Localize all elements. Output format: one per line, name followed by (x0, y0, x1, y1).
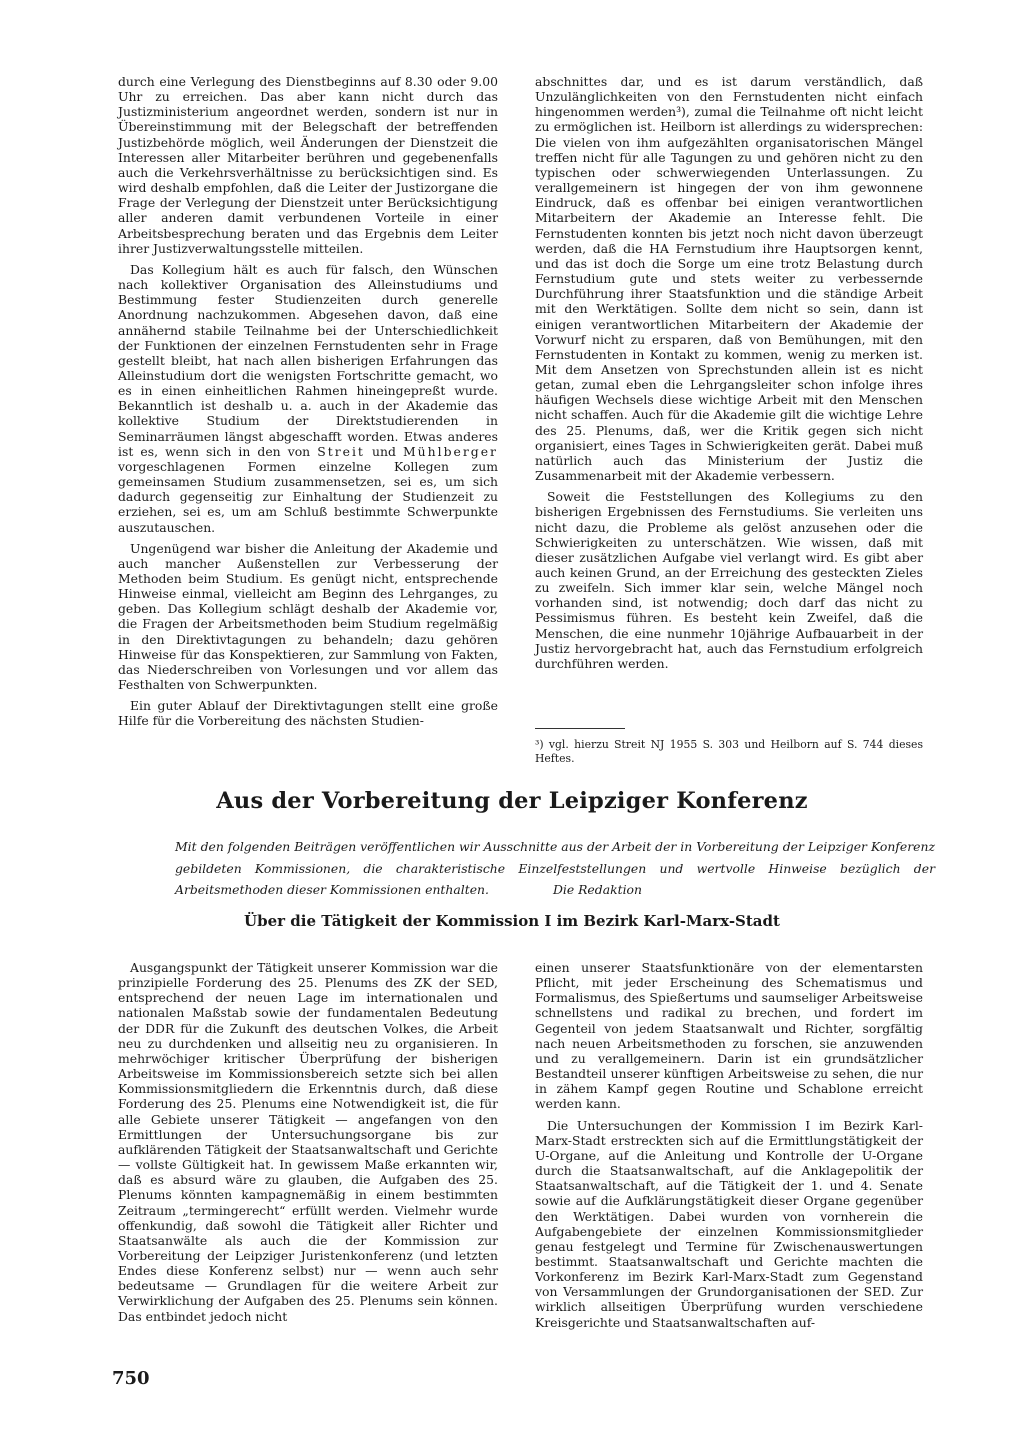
paragraph: Ungenügend war bisher die Anleitung der Akademie und auch mancher Außenstellen zur Verbesserung der Methoden beim Studium. Es genügt nicht, entsprechende Hinweise einmal, vielleicht am Beginn des Lehrganges, zu geben. Das Kollegium schlägt deshalb der Akademie vor, die Fragen der Arbeitsmethoden beim Studium regelmäßig in den Direktivtagungen zu behandeln; dazu gehören Hinweise für das Konspektieren, zur Sammlung von Fakten, das Niederschreiben von Vorlesungen und vor allem das Festhalten von Schwerpunkten. (118, 540, 498, 693)
intro-text: Mit den folgenden Beiträgen veröffentlichen wir Ausschnitte aus der Arbeit der in Vorbereitung der Leipziger Konferenz gebildeten Kommissionen, die charakteristische Einzelfeststellungen und wertvolle Hinweise bezüglich der Arbeitsmethoden dieser Kommissionen enthalten. (175, 839, 935, 897)
text-run: Das Kollegium hält es auch für falsch, den Wünschen nach kollektiver Organisation des Alleinstudiums und Bestimmung fester Studienzeiten durch generelle Anordnung nachzukommen. Abgesehen davon, daß eine annähernd stabile Teilnahme bei der Unterschiedlichkeit der Funktionen der einzelnen Fernstudenten sehr in Frage gestellt bleibt, hat nach allen bisherigen Erfahrungen das Alleinstudium dort die wenigsten Fortschritte gemacht, wo es in einen einheitlichen Rahmen hineingepreßt wurde. Bekanntlich ist deshalb u. a. auch in der Akademie das kollektive Studium der Direktstudierenden in Seminarräumen längst abgeschafft worden. Etwas anderes ist es, wenn sich in den von (118, 261, 498, 459)
footnote-divider (535, 728, 625, 729)
text-run: und (371, 443, 396, 459)
bottom-left-column (118, 960, 498, 1324)
editorial-intro (175, 836, 935, 901)
paragraph: abschnittes dar, und es ist darum verständlich, daß Unzulänglichkeiten von den Fernstudenten nicht einfach hingenommen werden³), zumal die Teilnahme oft nicht leicht zu ermöglichen ist. Heilborn ist allerdings zu widersprechen: Die vielen von ihm aufgezählten organisatorischen Mängel treffen nicht für alle Tagungen zu und gehören nicht zu den typischen oder schwerwiegenden Unterlassungen. Zu verallgemeinern ist hingegen der von ihm gewonnene Eindruck, daß es offenbar bei einigen verantwortlichen Mitarbeitern der Akademie an Interesse fehlt. Die Fernstudenten konnten bis jetzt noch nicht davon überzeugt werden, daß die HA Fernstudium ihre Hauptsorgen kennt, und das ist doch die Sorge um eine trotz Belastung durch Fernstudium gute und stets weiter zu verbessernde Durchführung ihrer Staatsfunktion und die ständige Arbeit mit den Werktätigen. Sollte dem nicht so sein, dann ist einigen verantwortlichen Mitarbeitern der Akademie der Vorwurf nicht zu ersparen, daß von Bemühungen, mit den Fernstudenten in Kontakt zu kommen, wenig zu merken ist. Mit dem Ansetzen von Sprechstunden allein ist es nicht getan, zumal eben die Lehrgangsleiter schon infolge ihres häufigen Wechsels diese wichtige Arbeit mit den Menschen nicht schaffen. Auch für die Akademie gilt die wichtige Lehre des 25. Plenums, daß, wer die Kritik gegen sich nicht organisiert, eines Tages in Schwierigkeiten gerät. Dabei muß natürlich auch das Ministerium der Justiz die Zusammenarbeit mit der Akademie verbessern. (535, 74, 923, 484)
section-title: Aus der Vorbereitung der Leipziger Konferenz (216, 788, 808, 814)
top-left-column (118, 74, 498, 729)
paragraph: Ein guter Ablauf der Direktivtagungen stellt eine große Hilfe für die Vorbereitung des nächsten Studien- (118, 698, 498, 729)
top-right-column (535, 74, 923, 671)
author-name: Mühlberger (402, 443, 498, 459)
text-run: vorgeschlagenen Formen einzelne Kollegen zum gemeinsamen Studium zusammensetzen, sei es, um sich dadurch gegenseitig zur Einhaltung der Studienzeit zu erziehen, sei es, um am Schluß bestimmte Schwerpunkte auszutauschen. (118, 458, 498, 535)
paragraph: Die Untersuchungen der Kommission I im Bezirk Karl-Marx-Stadt erstreckten sich auf die Ermittlungstätigkeit der U-Organe, auf die Anleitung und Kontrolle der U-Organe durch die Staatsanwaltschaft, auf die Anklagepolitik der Staatsanwaltschaft, auf die Tätigkeit der 1. und 4. Senate sowie auf die Aufklärungstätigkeit dieser Organe gegenüber den Werktätigen. Dabei wurden von vornherein die Aufgabengebiete der einzelnen Kommissionsmitglieder genau festgelegt und Termine für Zwischenauswertungen bestimmt. Staatsanwaltschaft und Gerichte machten die Vorkonferenz im Bezirk Karl-Marx-Stadt zum Gegenstand von Versammlungen der Grundorganisationen der SED. Zur wirklich allseitigen Überprüfung wurden verschiedene Kreisgerichte und Staatsanwaltschaften auf- (535, 1117, 923, 1330)
subsection-title: Über die Tätigkeit der Kommission I im Bezirk Karl-Marx-Stadt (244, 912, 780, 930)
paragraph: Ausgangspunkt der Tätigkeit unserer Kommission war die prinzipielle Forderung des 25. Plenums des ZK der SED, entsprechend der neuen Lage im internationalen und nationalen Maßstab sowie der fundamentalen Bedeutung der DDR für die Zukunft des deutschen Volkes, die Arbeit neu zu durchdenken und allseitig neu zu organisieren. In mehrwöchiger kritischer Überprüfung der bisherigen Arbeitsweise im Kommissionsbereich setzte sich bei allen Kommissionsmitgliedern die Erkenntnis durch, daß diese Forderung des 25. Plenums eine Notwendigkeit ist, die für alle Gebiete unserer Tätigkeit — angefangen von den Ermittlungen der Untersuchungsorgane bis zur aufklärenden Tätigkeit der Staatsanwaltschaft und Gerichte — vollste Gültigkeit hat. In gewissem Maße erkannten wir, daß es absurd wäre zu glauben, die Aufgaben des 25. Plenums könnten kampagnemäßig in einem bestimmten Zeitraum „termingerecht“ erfüllt werden. Vielmehr wurde offenkundig, daß sowohl die Tätigkeit aller Richter und Staatsanwälte als auch die der Kommission zur Vorbereitung der Leipziger Juristenkonferenz (und letzten Endes diese Konferenz selbst) nur — wenn auch sehr bedeutsame — Grundlagen für die weitere Arbeit zur Verwirklichung der Aufgaben des 25. Plenums sein können. Das entbindet jedoch nicht (118, 960, 498, 1324)
footnote: ³) vgl. hierzu Streit NJ 1955 S. 303 und Heilborn auf S. 744 dieses Heftes. (535, 738, 923, 765)
paragraph: einen unserer Staatsfunktionäre von der elementarsten Pflicht, mit jeder Erscheinung des Schematismus und Formalismus, des Spießertums und saumseliger Arbeitsweise schnellstens und radikal zu brechen, und fordert im Gegenteil von jedem Staatsanwalt und Richter, sorgfältig nach neuen Arbeitsmethoden zu forschen, sie anzuwenden und zu verallgemeinern. Darin ist ein grundsätzlicher Bestandteil unserer künftigen Arbeitsweise zu sehen, die nur in zähem Kampf gegen Routine und Schablone erreicht werden kann. (535, 960, 923, 1112)
author-name: Streit (317, 443, 365, 459)
paragraph (118, 262, 498, 535)
paragraph: Soweit die Feststellungen des Kollegiums zu den bisherigen Ergebnissen des Fernstudiums. Sie verleiten uns nicht dazu, die Probleme als gelöst anzusehen oder die Schwierigkeiten zu unterschätzen. Wie wissen, daß mit dieser zusätzlichen Aufgabe viel verlangt wird. Es gibt aber auch keinen Grund, an der Erreichung des gesteckten Zieles zu zweifeln. Sich immer klar sein, welche Mängel noch vorhanden sind, ist notwendig; doch darf das nicht zu Pessimismus führen. Es besteht kein Zweifel, daß die Menschen, die eine nunmehr 10jährige Aufbauarbeit in der Justiz hervorgebracht hat, auch das Fernstudium erfolgreich durchführen werden. (535, 489, 923, 671)
bottom-right-column (535, 960, 923, 1330)
page-number: 750 (112, 1368, 150, 1389)
intro-signature: Die Redaktion (552, 882, 642, 897)
paragraph: durch eine Verlegung des Dienstbeginns auf 8.30 oder 9.00 Uhr zu erreichen. Das aber kann nicht durch das Justizministerium angeordnet werden, sondern ist nur in Übereinstimmung mit der Belegschaft der betreffenden Justizbehörde möglich, weil Änderungen der Dienstzeit die Interessen aller Mitarbeiter berühren und gegebenenfalls auch die Verkehrsverhältnisse zu berücksichtigen sind. Es wird deshalb empfohlen, daß die Leiter der Justizorgane die Frage der Verlegung der Dienstzeit unter Berücksichtigung aller anderen damit verbundenen Vorteile in einer Arbeitsbesprechung beraten und das Ergebnis dem Leiter ihrer Justizverwaltungsstelle mitteilen. (118, 74, 498, 256)
